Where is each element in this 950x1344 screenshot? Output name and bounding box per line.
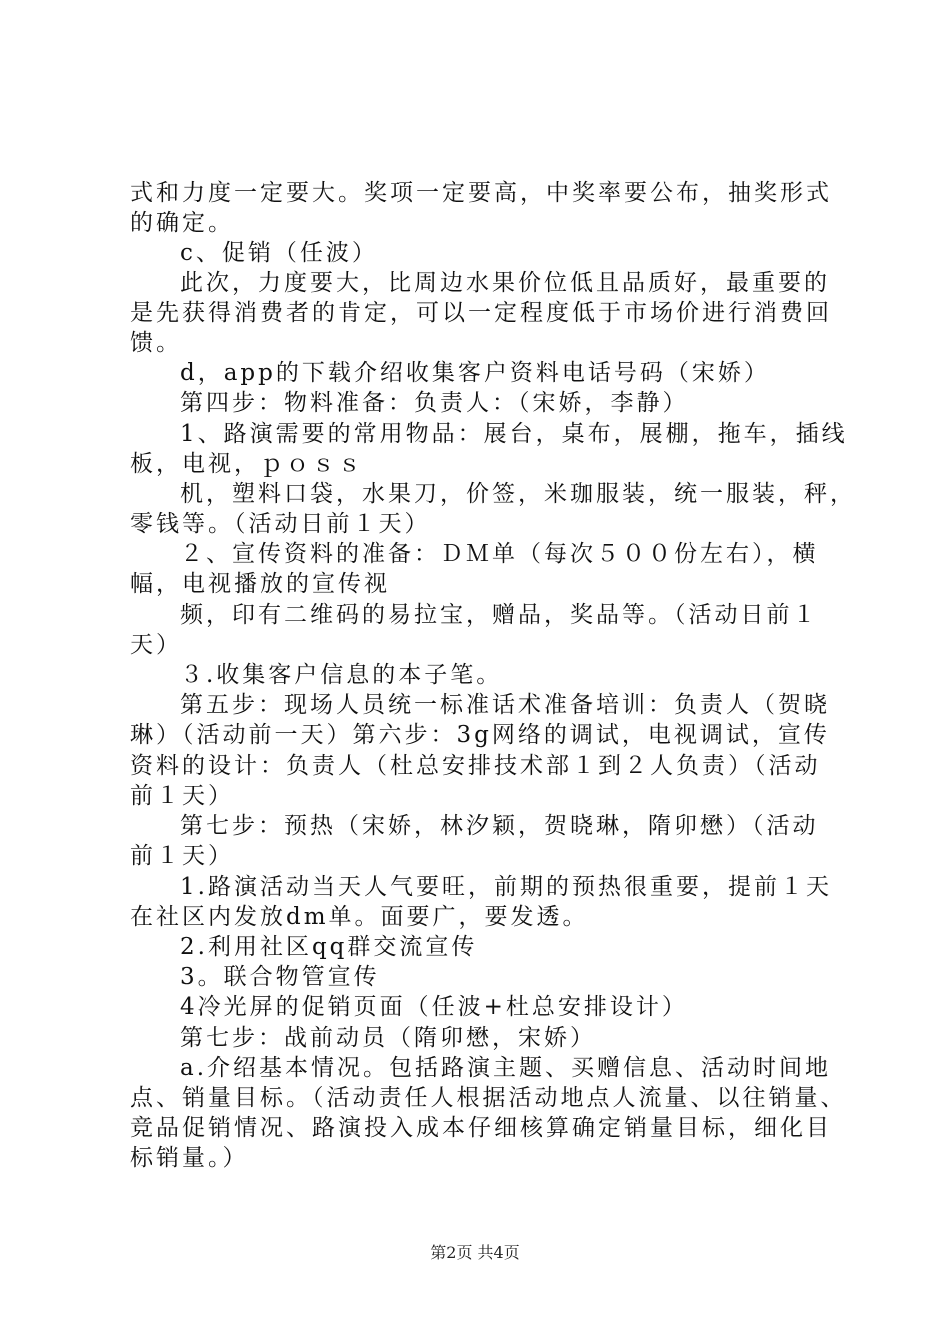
text-line: ２、宣传资料的准备：ＤＭ单（每次５００份左右），横 xyxy=(180,541,819,567)
text-line: a.介绍基本情况。包括路演主题、买赠信息、活动时间地 xyxy=(180,1055,832,1081)
text-line: 第五步：现场人员统一标准话术准备培训：负责人（贺晓 xyxy=(180,692,830,718)
text-line: 标销量。） xyxy=(130,1145,249,1171)
text-line: 馈。 xyxy=(130,330,182,356)
text-line: 此次，力度要大，比周边水果价位低且品质好，最重要的 xyxy=(180,270,830,296)
text-line: 第七步：预热（宋娇，林汐颖，贺晓琳，隋卯懋）（活动 xyxy=(180,813,819,839)
text-line: 点、销量目标。（活动责任人根据活动地点人流量、以往销量、 xyxy=(130,1085,847,1111)
text-line: 前１天） xyxy=(130,843,234,869)
text-line: 板，电视，ｐｏｓｓ xyxy=(130,451,364,477)
text-line: ３.收集客户信息的本子笔。 xyxy=(180,662,503,688)
text-line: 机，塑料口袋，水果刀，价签，米珈服装，统一服装，秤， xyxy=(180,481,856,507)
text-line: 零钱等。（活动日前１天） xyxy=(130,511,431,537)
text-line: 竞品促销情况、路演投入成本仔细核算确定销量目标，细化目 xyxy=(130,1115,832,1141)
text-line: 第七步：战前动员（隋卯懋，宋娇） xyxy=(180,1025,596,1051)
text-line: 式和力度一定要大。奖项一定要高，中奖率要公布，抽奖形式 xyxy=(130,180,832,206)
text-line: 第四步：物料准备：负责人：（宋娇，李静） xyxy=(180,390,689,416)
text-line: 的确定。 xyxy=(130,210,234,236)
text-line: 1、路演需要的常用物品：展台，桌布，展棚，拖车，插线 xyxy=(180,421,848,447)
text-line: 前１天） xyxy=(130,783,234,809)
text-line: d，app的下载介绍收集客户资料电话号码（宋娇） xyxy=(180,360,770,386)
text-line: 3。联合物管宣传 xyxy=(180,964,380,990)
text-line: 是先获得消费者的肯定，可以一定程度低于市场价进行消费回 xyxy=(130,300,832,326)
text-line: 在社区内发放dm单。面要广，要发透。 xyxy=(130,904,589,930)
text-line: c、促销（任波） xyxy=(180,240,378,266)
text-line: 琳）（活动前一天）第六步：3g网络的调试，电视调试，宣传 xyxy=(130,722,830,748)
text-line: 1.路演活动当天人气要旺，前期的预热很重要，提前１天 xyxy=(180,874,832,900)
page-footer: 第2页 共4页 xyxy=(430,1243,520,1262)
text-line: 天） xyxy=(130,632,182,658)
text-line: 频，印有二维码的易拉宝，赠品，奖品等。（活动日前１ xyxy=(180,602,819,628)
text-line: 4冷光屏的促销页面（任波+杜总安排设计） xyxy=(180,994,688,1020)
text-line: 2.利用社区qq群交流宣传 xyxy=(180,934,478,960)
text-line: 资料的设计：负责人（杜总安排技术部１到２人负责）（活动 xyxy=(130,753,821,779)
text-line: 幅，电视播放的宣传视 xyxy=(130,571,390,597)
